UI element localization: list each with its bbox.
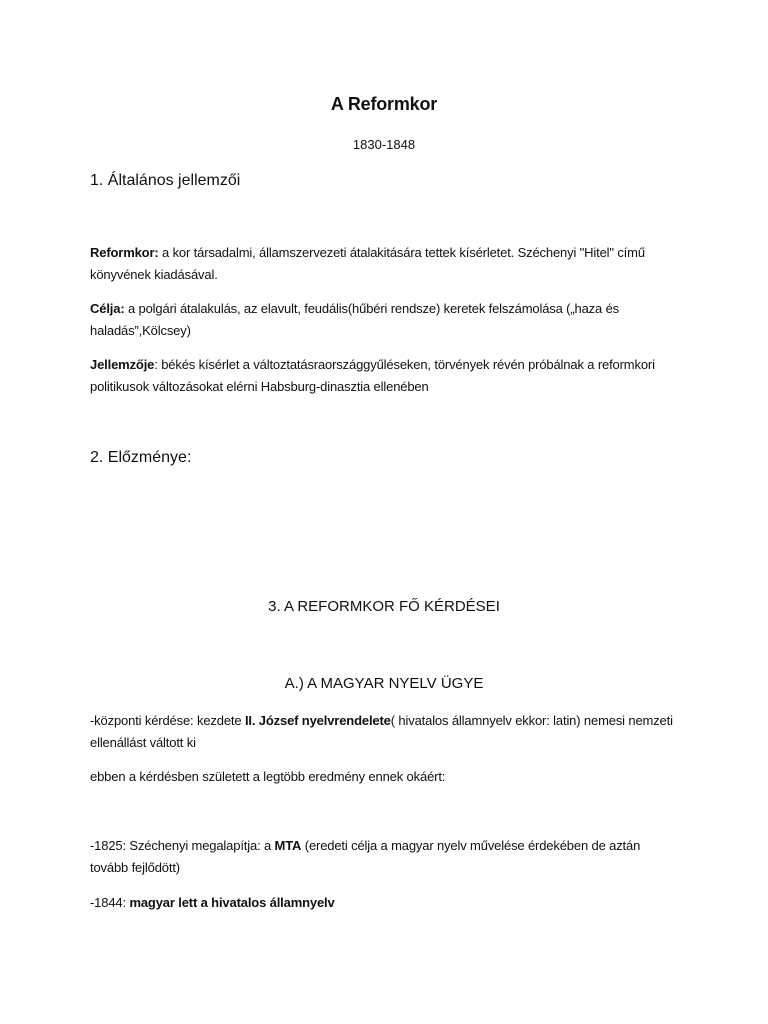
p4-bold: magyar lett a hivatalos államnyelv <box>129 895 335 910</box>
jellemzoje-text: : békés kísérlet a változtatásraországgyűléseken, törvények révén próbálnak a reformkori politikusok változásokat elérni Habsburg-dinasztia ellenében <box>90 357 655 394</box>
p1-pre: -központi kérdése: kezdete <box>90 713 245 728</box>
results-paragraph: ebben a kérdésben született a legtöbb eredmény ennek okáért: <box>90 769 446 784</box>
reformkor-label: Reformkor: <box>90 245 159 260</box>
section-3a-subheading: A.) A MAGYAR NYELV ÜGYE <box>284 675 484 692</box>
section-3-heading: 3. A REFORMKOR FŐ KÉRDÉSEI <box>268 598 500 615</box>
p3-bold: MTA <box>274 838 302 853</box>
date-range: 1830-1848 <box>352 137 416 152</box>
section-2-heading: 2. Előzménye: <box>90 449 192 466</box>
celja-label: Célja: <box>90 301 125 316</box>
p1-post: ( hivatalos államnyelv ekkor: latin) nemesi nemzeti ellenállást váltott ki <box>90 713 673 750</box>
jellemzoje-label: Jellemzője <box>90 357 155 372</box>
document-title: A Reformkor <box>330 94 438 114</box>
section-1-heading: 1. Általános jellemzői <box>90 172 241 189</box>
p4-pre: -1844: <box>90 895 130 910</box>
p3-pre: -1825: Széchenyi megalapítja: a <box>90 838 275 853</box>
reformkor-text: a kor társadalmi, államszervezeti átalakitására tettek kísérletet. Széchenyi "Hitel" című könyvének kiadásával. <box>90 245 645 282</box>
celja-paragraph <box>90 298 680 342</box>
p1-bold: II. József nyelvrendelete <box>244 713 391 728</box>
reformkor-paragraph <box>90 242 680 286</box>
p3-post: (eredeti célja a magyar nyelv művelése érdekében de aztán tovább fejlődött) <box>90 838 641 875</box>
jellemzoje-paragraph <box>90 354 680 398</box>
language-question-paragraph <box>90 710 680 754</box>
mta-paragraph <box>90 835 680 879</box>
official-language-paragraph <box>90 892 680 914</box>
celja-text: a polgári átalakulás, az elavult, feudális(hűbéri rendsze) keretek felszámolása („haza és haladás”,Kölcsey) <box>90 301 620 338</box>
